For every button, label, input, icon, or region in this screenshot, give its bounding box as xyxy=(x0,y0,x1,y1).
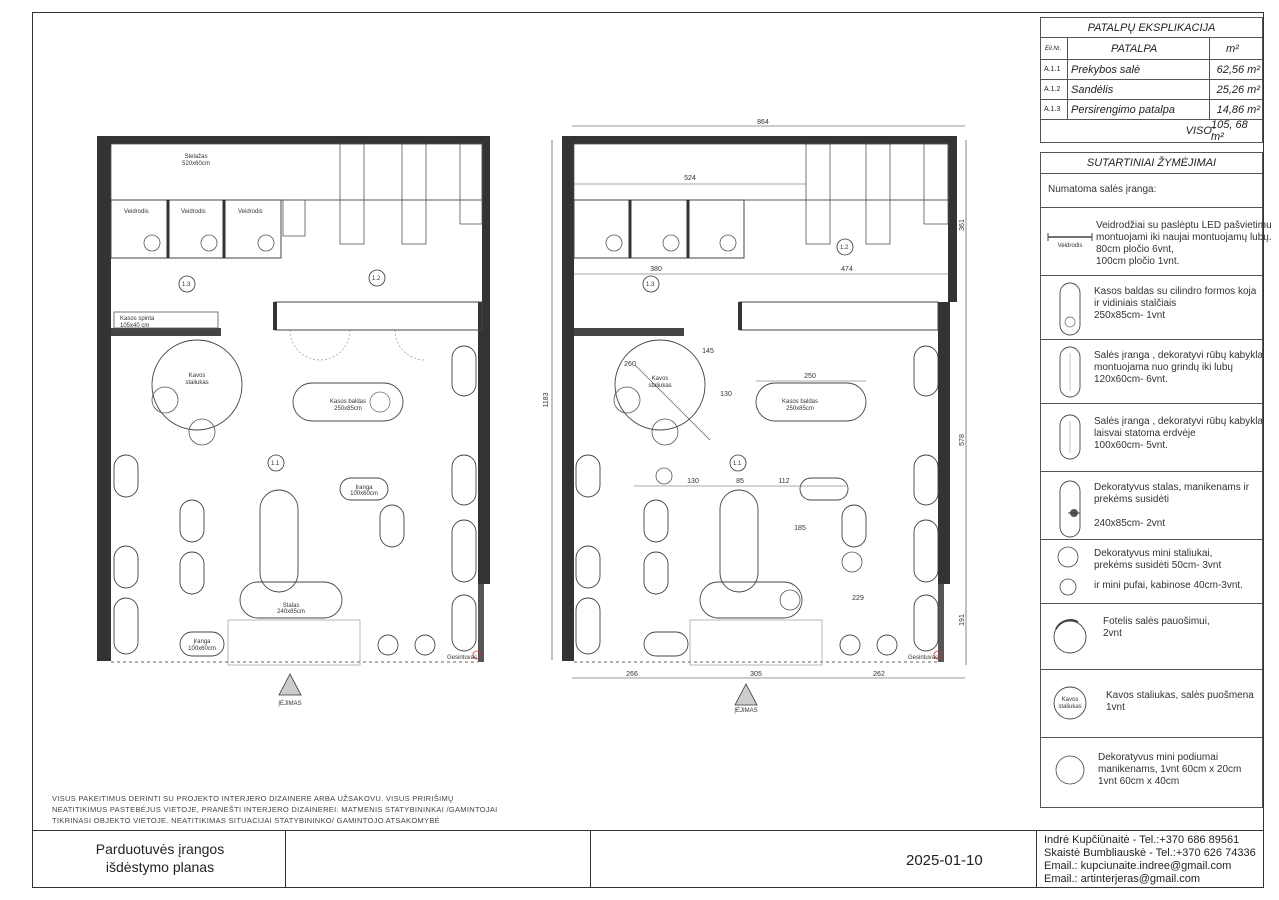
svg-text:staliukas: staliukas xyxy=(185,380,209,386)
row-3-area: 14,86 m² xyxy=(1216,103,1260,116)
row-2-name: Sandėlis xyxy=(1071,83,1114,96)
mannequin-table-icon xyxy=(1060,481,1080,537)
clothes-rack-120-icon xyxy=(1060,347,1080,397)
explication-col-room: PATALPA xyxy=(1111,43,1158,55)
legend-intro: Numatoma salės įranga: xyxy=(1048,184,1157,195)
plan-right xyxy=(543,119,966,714)
left-label-mirror-3: Veidrodis xyxy=(238,209,263,215)
svg-text:Kasos spinta: Kasos spinta xyxy=(120,316,155,322)
svg-text:100x60cm: 100x60cm xyxy=(188,646,216,652)
row-2-no: A.1.2 xyxy=(1044,86,1061,93)
dim-right-c: 191 xyxy=(959,614,966,626)
svg-text:staliukas: staliukas xyxy=(1058,704,1082,710)
note-line-2: NEATITIKIMUS PASTEBĖJUS VIETOJE, PRANEŠTI INTERJERO DIZAINEREI. MATMENIS STATYBININKAI /GAMINTOJAI xyxy=(52,805,498,814)
legend-icons xyxy=(1040,207,1100,807)
legend-item-4-text: Salės įranga , dekoratyvi rūbų kabykla laisvai statoma erdvėje 100x60cm- 5vnt. xyxy=(1094,416,1263,451)
left-label-mirror-2: Veidrodis xyxy=(181,209,206,215)
svg-text:Stalas: Stalas xyxy=(282,603,300,609)
legend-title: SUTARTINIAI ŽYMĖJIMAI xyxy=(1086,157,1217,169)
legend-item-7-text: Fotelis salės pauošimui, 2vnt xyxy=(1103,616,1210,639)
general-notes xyxy=(52,793,498,826)
total-label: VISO: xyxy=(1185,125,1215,137)
email-2: Email.: artinterjeras@gmail.com xyxy=(1044,873,1201,885)
right-label-cash-desk: Kasos baldas xyxy=(781,399,819,405)
drawing-title-line-2: išdėstymo planas xyxy=(105,859,215,875)
right-wall-north xyxy=(562,136,957,144)
left-partition xyxy=(111,328,221,336)
mirror-icon-label: Veidrodis xyxy=(1057,243,1083,249)
legend-item-1-text: Veidrodžiai su paslėptu LED pašvietimu montuojami iki naujai montuojamų lubų. 80cm pločio 6vnt, 100cm pločio 1vnt. xyxy=(1096,220,1272,267)
left-room-13: 1.3 xyxy=(182,282,191,288)
row-1-area: 62,56 m² xyxy=(1216,63,1260,76)
drawing-date: 2025-01-10 xyxy=(906,852,983,869)
svg-text:250x85cm: 250x85cm xyxy=(786,406,814,412)
left-label-coffee: Kavos xyxy=(188,373,206,379)
legend-item-3-text: Salės įranga , dekoratyvi rūbų kabykla montuojama nuo grindų iki lubų 120x60cm- 6vnt. xyxy=(1094,350,1263,385)
drawing-title xyxy=(40,840,280,876)
svg-text:250x85cm: 250x85cm xyxy=(334,406,362,412)
svg-text:520x60cm: 520x60cm xyxy=(182,161,210,167)
left-wall-east-upper xyxy=(482,136,490,302)
dim-bottom-right: 262 xyxy=(873,671,885,678)
right-wall-west xyxy=(562,136,574,661)
left-label-extinguisher: Gesintuvas xyxy=(447,655,478,661)
svg-text:staliukas: staliukas xyxy=(648,383,672,389)
armchair-icon xyxy=(1054,620,1086,653)
note-line-3: TIKRINASI OBJEKTO VIETOJE. NEATITIKIMAS SITUACIJAI STATYBININKO/ GAMINTOJO ATSAKOMYBĖ xyxy=(52,816,440,825)
contact-1: Indrė Kupčiūnaitė - Tel.:+370 686 89561 xyxy=(1044,834,1240,846)
svg-text:240x85cm: 240x85cm xyxy=(277,609,305,615)
dim-260: 260 xyxy=(624,361,636,368)
left-wall-west xyxy=(97,136,111,661)
contact-2: Skaistė Bumbliauskė - Tel.:+370 626 74336 xyxy=(1044,847,1256,859)
left-label-cash-desk: Kasos baldas xyxy=(329,399,367,405)
explication-col-unit: m² xyxy=(1226,43,1239,55)
contacts xyxy=(1044,834,1256,886)
left-entrance-label: ĮĖJIMAS xyxy=(278,701,302,707)
svg-text:Įranga: Įranga xyxy=(355,485,373,491)
cash-desk-icon xyxy=(1060,283,1080,335)
explication-table xyxy=(1040,17,1263,143)
total-value: 105, 68 m² xyxy=(1211,119,1248,143)
left-label-mirror-1: Veidrodis xyxy=(124,209,149,215)
left-table-vertical xyxy=(260,490,298,592)
clothes-rack-100-icon xyxy=(1060,415,1080,459)
podium-circle-icon xyxy=(1056,756,1084,784)
svg-text:130: 130 xyxy=(687,478,699,485)
legend-item-9-text: Dekoratyvus mini podiumai manikenams, 1vnt 60cm x 20cm 1vnt 60cm x 40cm xyxy=(1098,752,1242,787)
dim-250: 250 xyxy=(804,373,816,380)
svg-text:105x40 cm: 105x40 cm xyxy=(120,323,150,329)
dim-229: 229 xyxy=(852,595,864,602)
legend-item-6-text: Dekoratyvus mini staliukai, prekėms susidėti 50cm- 3vnt ir mini pufai, kabinose 40cm-3vnt. xyxy=(1094,548,1243,591)
left-room-11: 1.1 xyxy=(271,461,280,467)
row-3-no: A.1.3 xyxy=(1044,106,1061,113)
legend-item-8-text: Kavos staliukas, salės puošmena 1vnt xyxy=(1106,690,1254,713)
left-room-12: 1.2 xyxy=(372,276,381,282)
dim-185: 185 xyxy=(794,525,806,532)
dim-right-b: 578 xyxy=(959,434,966,446)
svg-text:Įranga: Įranga xyxy=(193,639,211,645)
mirror-strip-icon xyxy=(1048,233,1092,249)
explication-title: PATALPŲ EKSPLIKACIJA xyxy=(1041,18,1262,38)
left-label-shelf: Stelažas xyxy=(184,154,208,160)
left-wall-east-lower xyxy=(478,302,490,584)
dim-height-total: 1183 xyxy=(543,392,550,408)
right-label-extinguisher: Gesintuvas xyxy=(908,655,939,661)
row-2-area: 25,26 m² xyxy=(1216,83,1260,96)
legend-item-5-text: Dekoratyvus stalas, manikenams ir prekėms susidėti 240x85cm- 2vnt xyxy=(1094,482,1250,529)
dim-380: 380 xyxy=(650,266,662,273)
legend-item-2-text: Kasos baldas su cilindro formos koja ir vidiniais stalčiais 250x85cm- 1vnt xyxy=(1094,286,1257,321)
svg-text:1.2: 1.2 xyxy=(840,245,849,251)
dim-bottom-mid: 305 xyxy=(750,671,762,678)
right-wall-east-lower xyxy=(938,302,950,584)
dim-bottom-left: 266 xyxy=(626,671,638,678)
explication-col-no: Eil.Nr. xyxy=(1045,46,1062,52)
row-1-no: A.1.1 xyxy=(1044,66,1061,73)
mini-table-circle-icon xyxy=(1058,547,1078,595)
right-entrance-arrow xyxy=(735,684,757,705)
dim-474: 474 xyxy=(841,266,853,273)
row-3-name: Persirengimo patalpa xyxy=(1071,103,1175,116)
dim-524: 524 xyxy=(684,175,696,182)
dim-total-width: 864 xyxy=(757,119,769,126)
svg-text:1.3: 1.3 xyxy=(646,282,655,288)
right-wall-east-upper xyxy=(948,136,957,302)
plan-left xyxy=(97,136,490,707)
note-line-1: VISUS PAKEITIMUS DERINTI SU PROJEKTO INTERJERO DIZAINERE ARBA UŽSAKOVU. VISUS PRIRIŠIMŲ xyxy=(52,794,454,803)
dim-right-a: 361 xyxy=(959,219,966,231)
left-wall-east-pier xyxy=(478,584,484,662)
svg-text:100x60cm: 100x60cm xyxy=(350,491,378,497)
right-entrance-label: ĮĖJIMAS xyxy=(734,708,758,714)
drawing-title-line-1: Parduotuvės įrangos xyxy=(95,841,225,857)
svg-text:Kavos: Kavos xyxy=(1061,697,1079,703)
dim-145: 145 xyxy=(702,348,714,355)
dim-112: 112 xyxy=(778,478,790,485)
dim-85: 85 xyxy=(736,478,744,485)
right-label-coffee: Kavos xyxy=(651,376,669,382)
left-wall-north xyxy=(97,136,490,144)
email-1: Email.: kupciunaite.indree@gmail.com xyxy=(1044,860,1232,872)
coffee-table-icon xyxy=(1054,687,1086,719)
svg-text:1.1: 1.1 xyxy=(733,461,742,467)
row-1-name: Prekybos salė xyxy=(1071,63,1141,76)
dim-130: 130 xyxy=(720,391,732,398)
left-entrance-arrow xyxy=(279,674,301,695)
